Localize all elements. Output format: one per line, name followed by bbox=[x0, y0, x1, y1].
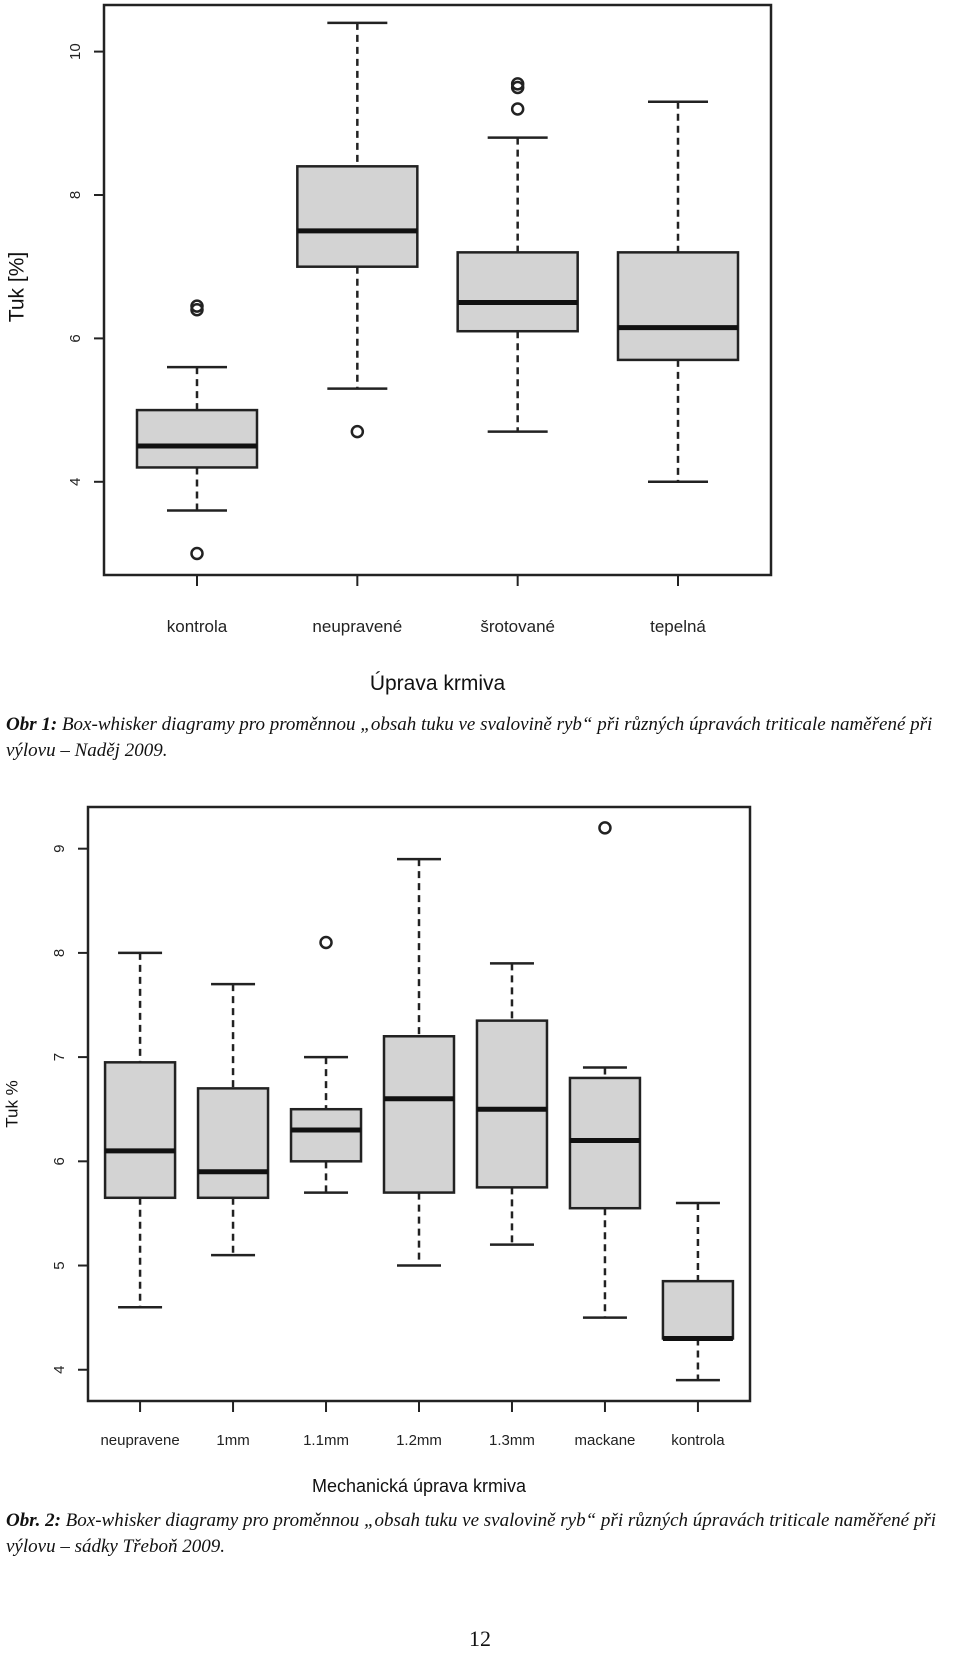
figure-caption-1 bbox=[6, 712, 956, 764]
interquartile-box bbox=[570, 1078, 640, 1208]
outlier-point bbox=[512, 103, 523, 114]
box-plot-1.2mm bbox=[384, 859, 454, 1265]
box-plot-mackane bbox=[570, 822, 640, 1317]
y-tick-label: 8 bbox=[66, 190, 84, 200]
interquartile-box bbox=[105, 1062, 175, 1197]
box-plot-1.1mm bbox=[291, 937, 361, 1193]
box-plot-chart-2 bbox=[0, 800, 960, 1505]
x-tick-label: šrotované bbox=[480, 617, 556, 636]
interquartile-box bbox=[291, 1109, 361, 1161]
caption-text: Box-whisker diagramy pro proměnnou „obsah tuku ve svalovině ryb“ při různých úpravách triticale naměřené při výlovu – sádky Třeboň 2009. bbox=[6, 1510, 937, 1557]
y-tick-label: 6 bbox=[66, 334, 84, 343]
y-tick-label: 5 bbox=[50, 1261, 68, 1270]
x-tick-label: 1mm bbox=[216, 1432, 250, 1449]
outlier-point bbox=[352, 426, 363, 437]
box-plot-tepelná bbox=[618, 102, 738, 482]
interquartile-box bbox=[198, 1088, 268, 1197]
x-tick-label: 1.1mm bbox=[303, 1432, 349, 1449]
y-tick-label: 4 bbox=[50, 1365, 68, 1374]
caption-label: Obr. 2: bbox=[6, 1510, 61, 1531]
y-tick-label: 7 bbox=[50, 1052, 68, 1062]
y-tick-label: 8 bbox=[50, 948, 68, 958]
x-axis-label: Úprava krmiva bbox=[369, 672, 506, 695]
x-tick-label: neupravene bbox=[100, 1432, 180, 1449]
x-axis-label: Mechanická úprava krmiva bbox=[311, 1476, 527, 1496]
outlier-point bbox=[191, 548, 202, 559]
box-plot-1mm bbox=[198, 984, 268, 1255]
box-plot-1.3mm bbox=[477, 963, 547, 1244]
interquartile-box bbox=[297, 166, 417, 266]
interquartile-box bbox=[618, 252, 738, 360]
box-plot-chart-1 bbox=[0, 0, 960, 700]
x-tick-label: kontrola bbox=[671, 1432, 725, 1449]
interquartile-box bbox=[477, 1021, 547, 1188]
box-plot-neupravene bbox=[105, 953, 175, 1307]
outlier-point bbox=[321, 937, 332, 948]
page-number: 12 bbox=[469, 1626, 491, 1651]
interquartile-box bbox=[137, 410, 257, 467]
box-plot-kontrola bbox=[663, 1203, 733, 1380]
x-tick-label: kontrola bbox=[166, 617, 228, 636]
x-tick-label: 1.2mm bbox=[396, 1432, 442, 1449]
y-tick-label: 4 bbox=[66, 477, 84, 486]
x-tick-label: neupravené bbox=[312, 617, 403, 636]
y-tick-label: 10 bbox=[66, 43, 84, 60]
y-axis-label: Tuk [%] bbox=[5, 251, 29, 323]
caption-label: Obr 1: bbox=[6, 714, 58, 735]
x-tick-label: mackane bbox=[574, 1432, 636, 1449]
box-plot-kontrola bbox=[137, 301, 257, 559]
box-plot-neupravené bbox=[297, 23, 417, 437]
interquartile-box bbox=[384, 1036, 454, 1192]
interquartile-box bbox=[663, 1281, 733, 1338]
interquartile-box bbox=[458, 252, 578, 331]
y-tick-label: 6 bbox=[50, 1157, 68, 1166]
x-tick-label: 1.3mm bbox=[489, 1432, 535, 1449]
figure-caption-2 bbox=[6, 1508, 956, 1560]
outlier-point bbox=[599, 822, 610, 833]
y-axis-label: Tuk % bbox=[2, 1080, 22, 1128]
caption-text: Box-whisker diagramy pro proměnnou „obsah tuku ve svalovině ryb“ při různých úpravách triticale naměřené při výlovu – Naděj 2009. bbox=[6, 714, 933, 761]
y-tick-label: 9 bbox=[50, 844, 68, 853]
box-plot-šrotované bbox=[458, 78, 578, 431]
x-tick-label: tepelná bbox=[650, 617, 706, 636]
